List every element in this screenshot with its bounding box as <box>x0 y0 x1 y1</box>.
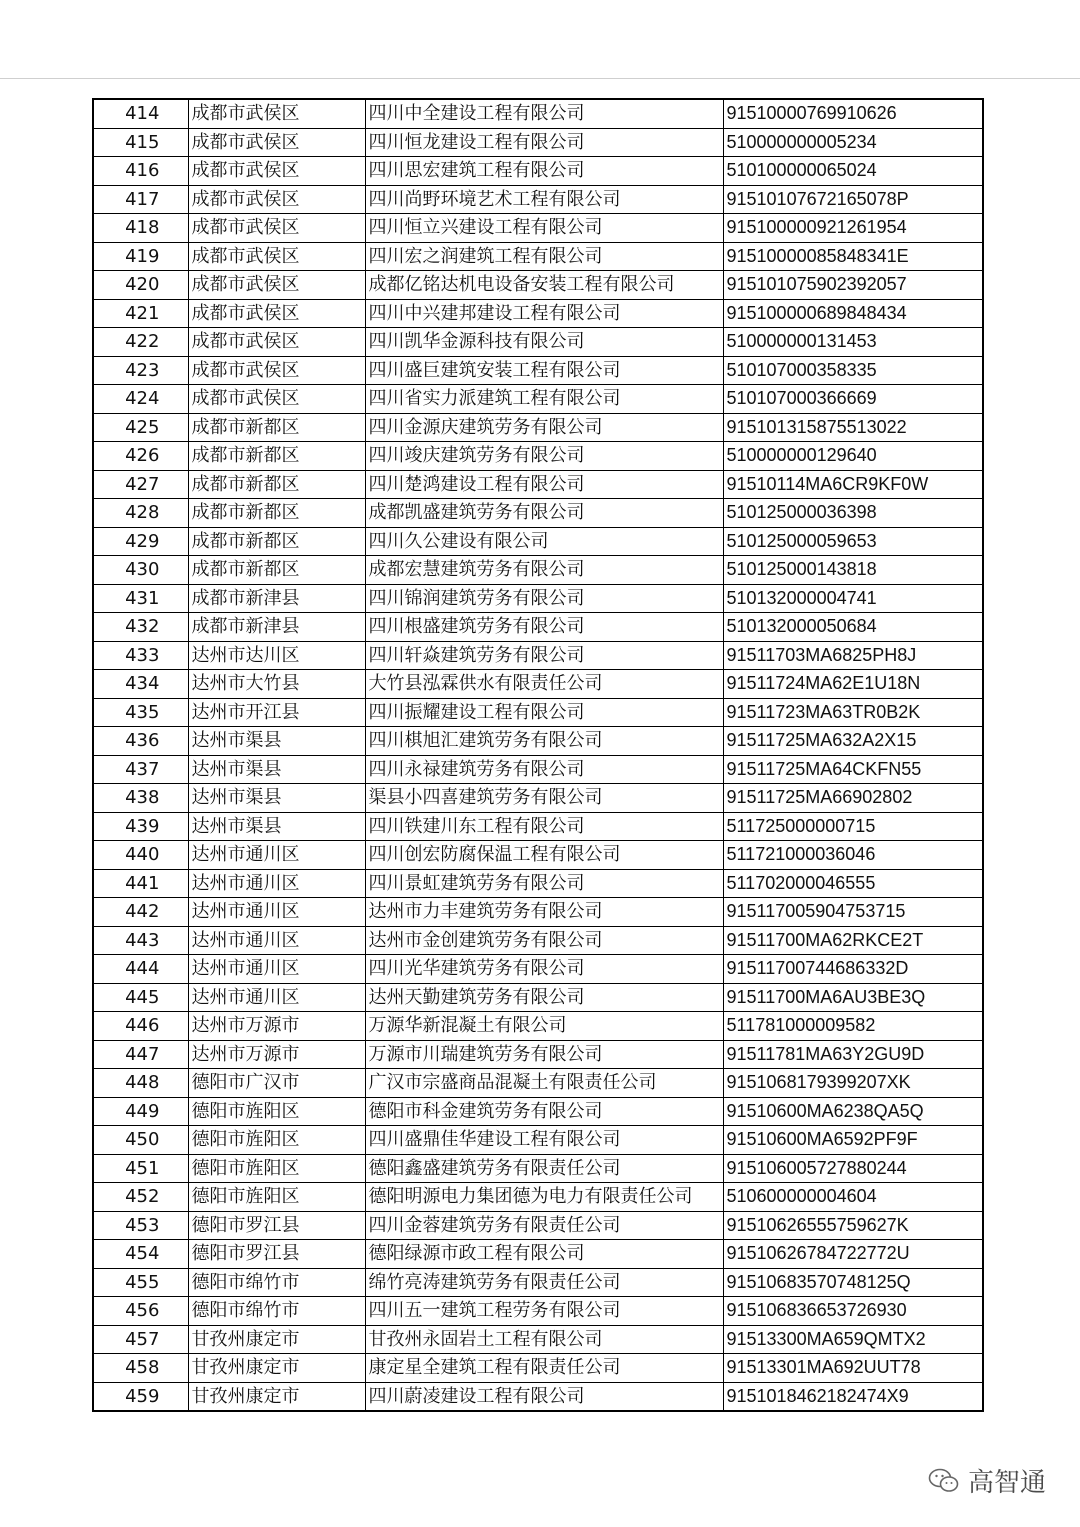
region-cell: 成都市新都区 <box>188 470 365 499</box>
company-name-cell: 绵竹亮涛建筑劳务有限责任公司 <box>365 1268 723 1297</box>
row-number: 458 <box>93 1354 188 1383</box>
company-name-cell: 四川蔚凌建设工程有限公司 <box>365 1382 723 1411</box>
table-row <box>93 328 983 357</box>
credit-code-cell: 915106817939920​7XK <box>723 1069 983 1098</box>
company-name-cell: 四川尚野环境艺术工程有限公司 <box>365 185 723 214</box>
region-cell: 达州市渠县 <box>188 784 365 813</box>
wechat-icon <box>928 1467 960 1495</box>
credit-code-cell: 91511723MA63TR0B2K <box>723 698 983 727</box>
company-name-cell: 四川根盛建筑劳务有限公司 <box>365 613 723 642</box>
company-table-body <box>93 99 983 1411</box>
credit-code-cell: 91510000769910626 <box>723 99 983 128</box>
company-name-cell: 四川五一建筑工程劳务有限公司 <box>365 1297 723 1326</box>
table-row <box>93 157 983 186</box>
company-name-cell: 四川中兴建邦建设工程有限公司 <box>365 299 723 328</box>
row-number: 431 <box>93 584 188 613</box>
table-row <box>93 1354 983 1383</box>
company-name-cell: 达州市金创建筑劳务有限公司 <box>365 926 723 955</box>
credit-code-cell: 91510184621824​74X9 <box>723 1382 983 1411</box>
row-number: 453 <box>93 1211 188 1240</box>
company-name-cell: 四川铁建川东工程有限公司 <box>365 812 723 841</box>
row-number: 457 <box>93 1325 188 1354</box>
company-name-cell: 万源市川瑞建筑劳务有限公司 <box>365 1040 723 1069</box>
row-number: 450 <box>93 1126 188 1155</box>
table-row <box>93 499 983 528</box>
row-number: 428 <box>93 499 188 528</box>
row-number: 427 <box>93 470 188 499</box>
credit-code-cell: 91510626555759627K <box>723 1211 983 1240</box>
credit-code-cell: 510132000004741 <box>723 584 983 613</box>
row-number: 424 <box>93 385 188 414</box>
credit-code-cell: 91510600MA6592PF9F <box>723 1126 983 1155</box>
table-row <box>93 1097 983 1126</box>
region-cell: 成都市新都区 <box>188 556 365 585</box>
company-table <box>92 98 984 1412</box>
region-cell: 达州市通川区 <box>188 869 365 898</box>
table-row <box>93 1154 983 1183</box>
row-number: 445 <box>93 983 188 1012</box>
table-row <box>93 1012 983 1041</box>
region-cell: 成都市新都区 <box>188 413 365 442</box>
row-number: 437 <box>93 755 188 784</box>
credit-code-cell: 915106005727880244 <box>723 1154 983 1183</box>
region-cell: 成都市新都区 <box>188 442 365 471</box>
region-cell: 达州市渠县 <box>188 755 365 784</box>
table-row <box>93 869 983 898</box>
table-row <box>93 955 983 984</box>
company-name-cell: 四川恒龙建设工程有限公司 <box>365 128 723 157</box>
company-name-cell: 德阳鑫盛建筑劳务有限责任公司 <box>365 1154 723 1183</box>
company-name-cell: 四川光华建筑劳务有限公司 <box>365 955 723 984</box>
company-name-cell: 甘孜州永固岩土工程有限公司 <box>365 1325 723 1354</box>
company-name-cell: 康定星全建筑工程有限责任公司 <box>365 1354 723 1383</box>
row-number: 446 <box>93 1012 188 1041</box>
region-cell: 甘孜州康定市 <box>188 1382 365 1411</box>
region-cell: 成都市武侯区 <box>188 356 365 385</box>
row-number: 454 <box>93 1240 188 1269</box>
company-name-cell: 四川金蓉建筑劳务有限责任公司 <box>365 1211 723 1240</box>
region-cell: 德阳市旌阳区 <box>188 1154 365 1183</box>
table-row <box>93 128 983 157</box>
region-cell: 成都市新都区 <box>188 527 365 556</box>
watermark-label: 高智通 <box>967 1468 1046 1498</box>
table-row <box>93 271 983 300</box>
row-number: 415 <box>93 128 188 157</box>
region-cell: 德阳市绵竹市 <box>188 1297 365 1326</box>
company-name-cell: 德阳市科金建筑劳务有限公司 <box>365 1097 723 1126</box>
credit-code-cell: 915117005904753715 <box>723 898 983 927</box>
row-number: 441 <box>93 869 188 898</box>
region-cell: 成都市武侯区 <box>188 242 365 271</box>
table-row <box>93 299 983 328</box>
row-number: 416 <box>93 157 188 186</box>
region-cell: 德阳市罗江县 <box>188 1211 365 1240</box>
row-number: 439 <box>93 812 188 841</box>
table-row <box>93 841 983 870</box>
credit-code-cell: 91513301MA692UUT78 <box>723 1354 983 1383</box>
table-row <box>93 1382 983 1411</box>
table-row <box>93 442 983 471</box>
region-cell: 德阳市旌阳区 <box>188 1097 365 1126</box>
row-number: 443 <box>93 926 188 955</box>
table-row <box>93 983 983 1012</box>
region-cell: 达州市通川区 <box>188 898 365 927</box>
credit-code-cell: 510000000005234 <box>723 128 983 157</box>
credit-code-cell: 511721000036046 <box>723 841 983 870</box>
company-name-cell: 四川楚鸿建设工程有限公司 <box>365 470 723 499</box>
row-number: 459 <box>93 1382 188 1411</box>
company-name-cell: 四川棋旭汇建筑劳务有限公司 <box>365 727 723 756</box>
credit-code-cell: 91511725MA64CKFN55 <box>723 755 983 784</box>
credit-code-cell: 510125000143818 <box>723 556 983 585</box>
credit-code-cell: 510100000065024 <box>723 157 983 186</box>
credit-code-cell: 511702000046555 <box>723 869 983 898</box>
company-name-cell: 四川凯华金源科技有限公司 <box>365 328 723 357</box>
credit-code-cell: 91511700MA62RKCE2T <box>723 926 983 955</box>
company-name-cell: 四川盛鼎佳华建设工程有限公司 <box>365 1126 723 1155</box>
table-row <box>93 385 983 414</box>
row-number: 430 <box>93 556 188 585</box>
region-cell: 成都市新津县 <box>188 613 365 642</box>
company-name-cell: 四川久公建设有限公司 <box>365 527 723 556</box>
row-number: 421 <box>93 299 188 328</box>
row-number: 433 <box>93 641 188 670</box>
region-cell: 甘孜州康定市 <box>188 1354 365 1383</box>
company-name-cell: 渠县小四喜建筑劳务有限公司 <box>365 784 723 813</box>
company-name-cell: 万源华新混凝土有限公司 <box>365 1012 723 1041</box>
company-name-cell: 四川思宏建筑工程有限公司 <box>365 157 723 186</box>
credit-code-cell: 915101315875513022 <box>723 413 983 442</box>
row-number: 452 <box>93 1183 188 1212</box>
region-cell: 成都市新都区 <box>188 499 365 528</box>
company-name-cell: 四川永禄建筑劳务有限公司 <box>365 755 723 784</box>
table-row <box>93 1126 983 1155</box>
company-name-cell: 成都凯盛建筑劳务有限公司 <box>365 499 723 528</box>
watermark <box>928 1462 1046 1499</box>
region-cell: 德阳市广汉市 <box>188 1069 365 1098</box>
table-row <box>93 698 983 727</box>
table-row <box>93 1040 983 1069</box>
credit-code-cell: 510107000366669 <box>723 385 983 414</box>
company-name-cell: 四川宏之润建筑工程有限公司 <box>365 242 723 271</box>
table-row <box>93 185 983 214</box>
company-name-cell: 德阳绿源市政工程有限公司 <box>365 1240 723 1269</box>
region-cell: 达州市渠县 <box>188 812 365 841</box>
company-name-cell: 四川竣庆建筑劳务有限公司 <box>365 442 723 471</box>
credit-code-cell: 510107000358335 <box>723 356 983 385</box>
row-number: 422 <box>93 328 188 357</box>
company-name-cell: 德阳明源电力集团德为电力有限责任公司 <box>365 1183 723 1212</box>
row-number: 444 <box>93 955 188 984</box>
credit-code-cell: 91510000085848341E <box>723 242 983 271</box>
table-row <box>93 356 983 385</box>
region-cell: 达州市通川区 <box>188 926 365 955</box>
table-row <box>93 584 983 613</box>
region-cell: 达州市万源市 <box>188 1040 365 1069</box>
credit-code-cell: 91511725MA66902802 <box>723 784 983 813</box>
company-name-cell: 四川省实力派建筑工程有限公司 <box>365 385 723 414</box>
region-cell: 德阳市旌阳区 <box>188 1126 365 1155</box>
region-cell: 成都市武侯区 <box>188 99 365 128</box>
row-number: 414 <box>93 99 188 128</box>
table-row <box>93 470 983 499</box>
row-number: 434 <box>93 670 188 699</box>
credit-code-cell: 510000000129640 <box>723 442 983 471</box>
credit-code-cell: 511781000009582 <box>723 1012 983 1041</box>
table-row <box>93 1069 983 1098</box>
credit-code-cell: 91510107672165078P <box>723 185 983 214</box>
credit-code-cell: 91511700MA6AU3BE3Q <box>723 983 983 1012</box>
table-row <box>93 556 983 585</box>
credit-code-cell: 915100000921261954 <box>723 214 983 243</box>
page-top-divider <box>0 78 1080 79</box>
row-number: 447 <box>93 1040 188 1069</box>
credit-code-cell: 91513300MA659QMTX2 <box>723 1325 983 1354</box>
row-number: 429 <box>93 527 188 556</box>
credit-code-cell: 91511700744686332D <box>723 955 983 984</box>
region-cell: 德阳市罗江县 <box>188 1240 365 1269</box>
table-row <box>93 242 983 271</box>
row-number: 417 <box>93 185 188 214</box>
row-number: 423 <box>93 356 188 385</box>
row-number: 442 <box>93 898 188 927</box>
company-name-cell: 达州市力丰建筑劳务有限公司 <box>365 898 723 927</box>
table-row <box>93 755 983 784</box>
credit-code-cell: 91511724MA62E1U18N <box>723 670 983 699</box>
row-number: 438 <box>93 784 188 813</box>
row-number: 448 <box>93 1069 188 1098</box>
row-number: 456 <box>93 1297 188 1326</box>
row-number: 455 <box>93 1268 188 1297</box>
credit-code-cell: 510600000004604 <box>723 1183 983 1212</box>
company-name-cell: 广汉市宗盛商品混凝土有限责任公司 <box>365 1069 723 1098</box>
region-cell: 德阳市绵竹市 <box>188 1268 365 1297</box>
row-number: 451 <box>93 1154 188 1183</box>
region-cell: 成都市武侯区 <box>188 214 365 243</box>
credit-code-cell: 510000000131453 <box>723 328 983 357</box>
row-number: 419 <box>93 242 188 271</box>
region-cell: 甘孜州康定市 <box>188 1325 365 1354</box>
row-number: 436 <box>93 727 188 756</box>
row-number: 426 <box>93 442 188 471</box>
region-cell: 达州市渠县 <box>188 727 365 756</box>
table-row <box>93 214 983 243</box>
table-row <box>93 613 983 642</box>
credit-code-cell: 91511725MA632A2X15 <box>723 727 983 756</box>
table-row <box>93 1183 983 1212</box>
table-row <box>93 641 983 670</box>
table-row <box>93 99 983 128</box>
credit-code-cell: 510125000036398 <box>723 499 983 528</box>
region-cell: 德阳市旌阳区 <box>188 1183 365 1212</box>
company-name-cell: 四川中全建设工程有限公司 <box>365 99 723 128</box>
region-cell: 达州市开江县 <box>188 698 365 727</box>
table-row <box>93 784 983 813</box>
row-number: 435 <box>93 698 188 727</box>
table-row <box>93 1325 983 1354</box>
company-name-cell: 四川恒立兴建设工程有限公司 <box>365 214 723 243</box>
region-cell: 达州市万源市 <box>188 1012 365 1041</box>
region-cell: 达州市通川区 <box>188 983 365 1012</box>
region-cell: 成都市武侯区 <box>188 157 365 186</box>
company-name-cell: 达州天勤建筑劳务有限公司 <box>365 983 723 1012</box>
region-cell: 达州市通川区 <box>188 955 365 984</box>
row-number: 449 <box>93 1097 188 1126</box>
credit-code-cell: 510132000050684 <box>723 613 983 642</box>
credit-code-cell: 915100000689848434 <box>723 299 983 328</box>
table-row <box>93 898 983 927</box>
row-number: 440 <box>93 841 188 870</box>
company-name-cell: 大竹县泓霖供水有限责任公司 <box>365 670 723 699</box>
region-cell: 成都市武侯区 <box>188 271 365 300</box>
credit-code-cell: 915101075902392057 <box>723 271 983 300</box>
region-cell: 成都市武侯区 <box>188 385 365 414</box>
credit-code-cell: 91510683570748125Q <box>723 1268 983 1297</box>
credit-code-cell: 915106836653726930 <box>723 1297 983 1326</box>
table-row <box>93 1268 983 1297</box>
company-name-cell: 四川振耀建设工程有限公司 <box>365 698 723 727</box>
region-cell: 成都市武侯区 <box>188 128 365 157</box>
table-row <box>93 527 983 556</box>
region-cell: 达州市大竹县 <box>188 670 365 699</box>
row-number: 425 <box>93 413 188 442</box>
company-name-cell: 成都宏慧建筑劳务有限公司 <box>365 556 723 585</box>
company-name-cell: 四川创宏防腐保温工程有限公司 <box>365 841 723 870</box>
credit-code-cell: 91510114MA6CR9KF0W <box>723 470 983 499</box>
credit-code-cell: 91510626784722772U <box>723 1240 983 1269</box>
credit-code-cell: 511725000000715 <box>723 812 983 841</box>
table-row <box>93 1240 983 1269</box>
region-cell: 达州市达川区 <box>188 641 365 670</box>
company-name-cell: 四川锦润建筑劳务有限公司 <box>365 584 723 613</box>
region-cell: 成都市新津县 <box>188 584 365 613</box>
row-number: 418 <box>93 214 188 243</box>
company-name-cell: 四川金源庆建筑劳务有限公司 <box>365 413 723 442</box>
table-row <box>93 926 983 955</box>
company-name-cell: 四川轩焱建筑劳务有限公司 <box>365 641 723 670</box>
table-row <box>93 812 983 841</box>
company-name-cell: 成都亿铭达机电设备安装工程有限公司 <box>365 271 723 300</box>
table-row <box>93 1211 983 1240</box>
region-cell: 达州市通川区 <box>188 841 365 870</box>
credit-code-cell: 510125000059653 <box>723 527 983 556</box>
region-cell: 成都市武侯区 <box>188 299 365 328</box>
table-row <box>93 727 983 756</box>
table-row <box>93 670 983 699</box>
company-name-cell: 四川景虹建筑劳务有限公司 <box>365 869 723 898</box>
region-cell: 成都市武侯区 <box>188 185 365 214</box>
company-name-cell: 四川盛巨建筑安装工程有限公司 <box>365 356 723 385</box>
table-row <box>93 1297 983 1326</box>
row-number: 432 <box>93 613 188 642</box>
region-cell: 成都市武侯区 <box>188 328 365 357</box>
table-row <box>93 413 983 442</box>
row-number: 420 <box>93 271 188 300</box>
credit-code-cell: 91510600MA6238QA5Q <box>723 1097 983 1126</box>
credit-code-cell: 91511703MA6825PH8J <box>723 641 983 670</box>
credit-code-cell: 91511781MA63Y2GU9D <box>723 1040 983 1069</box>
